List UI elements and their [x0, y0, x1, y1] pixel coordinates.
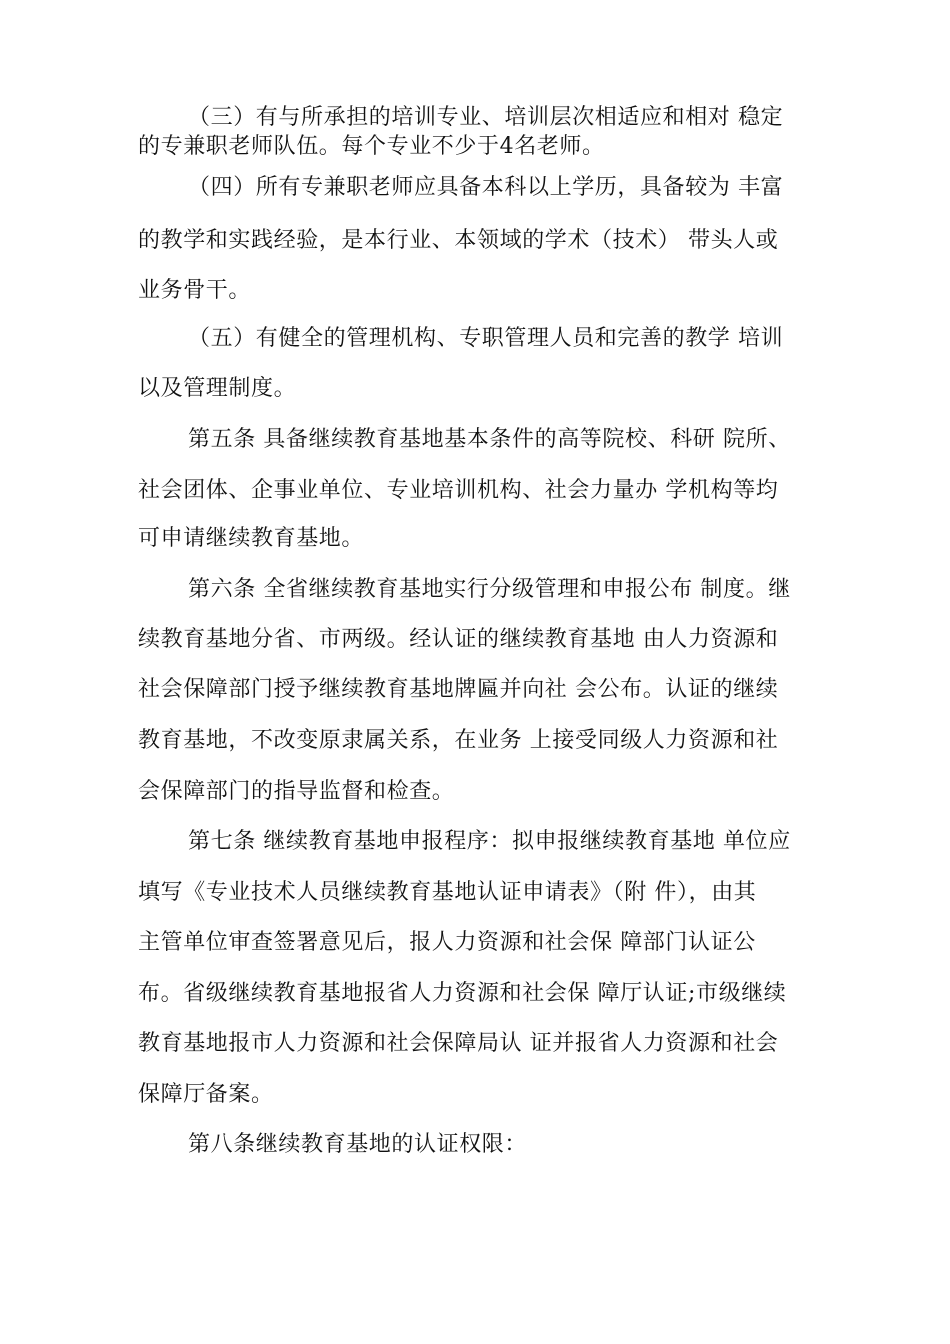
paragraph-line: 教育基地报市人力资源和社会保障局认 证并报省人力资源和社会	[138, 1031, 779, 1056]
paragraph-line: 社会保障部门授予继续教育基地牌匾并向社 会公布。认证的继续	[138, 677, 779, 702]
paragraph-line: 布。省级继续教育基地报省人力资源和社会保 障厅认证;市级继续	[138, 981, 787, 1006]
paragraph-line: 第六条 全省继续教育基地实行分级管理和申报公布 制度。继	[188, 577, 791, 602]
paragraph-line: 的教学和实践经验，是本行业、本领域的学术（技术） 带头人或	[138, 228, 779, 253]
paragraph-line: 业务骨干。	[138, 278, 252, 303]
paragraph-line: 填写《专业技术人员继续教育基地认证申请表》（附 件），由其	[138, 880, 757, 905]
paragraph-line: （五）有健全的管理机构、专职管理人员和完善的教学 培训	[188, 326, 784, 351]
paragraph-line: 主管单位审查签署意见后，报人力资源和社会保 障部门认证公	[138, 930, 756, 955]
paragraph-line: 会保障部门的指导监督和检查。	[138, 779, 455, 804]
paragraph-line: 第五条 具备继续教育基地基本条件的高等院校、科研 院所、	[188, 427, 791, 452]
paragraph-line: （三）有与所承担的培训专业、培训层次相适应和相对 稳定	[188, 105, 784, 130]
paragraph-line: 可申请继续教育基地。	[138, 526, 365, 551]
paragraph-line: （四）所有专兼职老师应具备本科以上学历，具备较为 丰富	[188, 175, 784, 200]
paragraph-line: 第七条 继续教育基地申报程序：拟申报继续教育基地 单位应	[188, 829, 791, 854]
paragraph-line: 以及管理制度。	[138, 376, 297, 401]
paragraph-line: 的专兼职老师队伍。每个专业不少于4名老师。	[138, 134, 605, 159]
paragraph-line: 社会团体、企事业单位、专业培训机构、社会力量办 学机构等均	[138, 478, 779, 503]
paragraph-line: 续教育基地分省、市两级。经认证的继续教育基地 由人力资源和	[138, 627, 779, 652]
paragraph-line: 保障厅备案。	[138, 1082, 274, 1107]
paragraph-line: 教育基地，不改变原隶属关系，在业务 上接受同级人力资源和社	[138, 728, 779, 753]
paragraph-line: 第八条继续教育基地的认证权限：	[188, 1132, 528, 1157]
